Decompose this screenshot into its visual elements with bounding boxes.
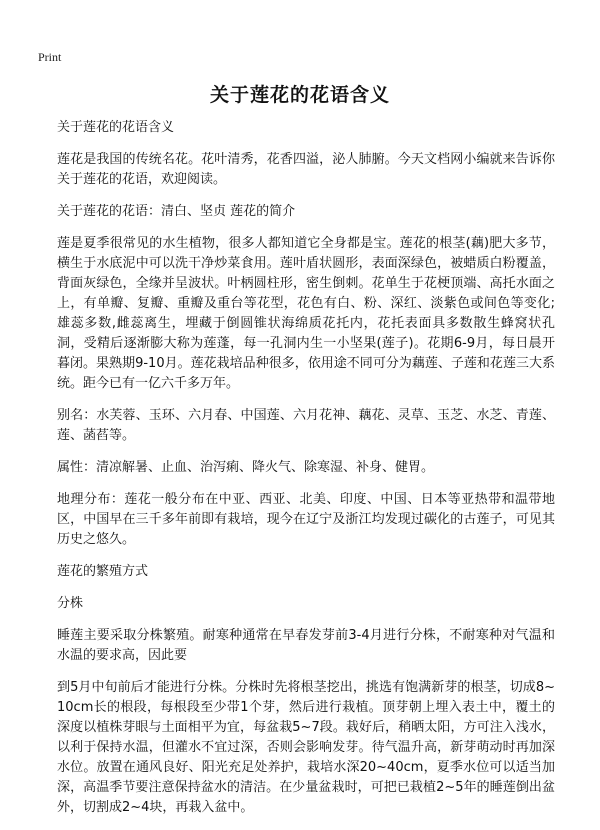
intro-paragraph: 莲花是我国的传统名花。花叶清秀，花香四溢，泌人肺腑。今天文档网小编就来告诉你关于莲花的花语，欢迎阅读。 bbox=[57, 152, 555, 187]
flower-language-heading: 关于莲花的花语：清白、坚贞 莲花的简介 bbox=[57, 204, 296, 219]
aliases-paragraph: 别名：水芙蓉、玉环、六月春、中国莲、六月花神、藕花、灵草、玉芝、水芝、青莲、莲、菡萏等。 bbox=[57, 408, 555, 443]
division-paragraph-1: 睡莲主要采取分株繁殖。耐寒种通常在早春发芽前3-4月进行分株，不耐寒种对气温和水温的要求高，因此要 bbox=[57, 628, 555, 663]
page-title: 关于莲花的花语含义 bbox=[209, 84, 390, 106]
division-paragraph-2: 到5月中旬前后才能进行分株。分株时先将根茎挖出，挑选有饱满新芽的根茎，切成8~10cm长的根段，每根段至少带1个芽，然后进行栽植。顶芽朝上埋入表土中，覆土的深度以植株芽眼与土面相平为宜，每盆栽5~7段。栽好后，稍晒太阳，方可注入浅水，以利于保持水温，但灌水不宜过深，否则会影响发芽。待气温升高，新芽萌动时再加深水位。放置在通风良好、阳光充足处养护，栽培水深20~40cm，夏季水位可以适当加深，高温季节要注意保持盆水的清洁。在少量盆栽时，可把已栽植2~5年的睡莲倒出盆外，切割成2~4块，再栽入盆中。 bbox=[57, 680, 555, 815]
section-heading: 关于莲花的花语含义 bbox=[57, 120, 175, 135]
description-paragraph: 莲是夏季很常见的水生植物，很多人都知道它全身都是宝。莲花的根茎(藕)肥大多节，横生于水底泥中可以洗干净炒菜食用。莲叶盾状圆形，表面深绿色，被蜡质白粉覆盖，背面灰绿色，全缘并呈波状。叶柄圆柱形，密生倒刺。花单生于花梗顶端、高托水面之上，有单瓣、复瓣、重瓣及重台等花型，花色有白、粉、深红、淡紫色或间色等变化;雄蕊多数,雌蕊离生，埋藏于倒圆锥状海绵质花托内，花托表面具多数散生蜂窝状孔洞，受精后逐渐膨大称为莲蓬，每一孔洞内生一小坚果(莲子)。花期6-9月，每日晨开暮闭。果熟期9-10月。莲花栽培品种很多，依用途不同可分为藕莲、子莲和花莲三大系统。距今已有一亿六千多万年。 bbox=[57, 236, 555, 391]
division-heading: 分株 bbox=[57, 596, 84, 611]
propagation-heading: 莲花的繁殖方式 bbox=[57, 564, 149, 579]
distribution-paragraph: 地理分布：莲花一般分布在中亚、西亚、北美、印度、中国、日本等亚热带和温带地区，中国早在三千多年前即有栽培，现今在辽宁及浙江均发现过碳化的古莲子，可见其历史之悠久。 bbox=[57, 492, 555, 547]
properties-paragraph: 属性：清凉解暑、止血、治泻痢、降火气、除寒湿、补身、健胃。 bbox=[57, 460, 435, 475]
article-body bbox=[57, 118, 555, 830]
print-link[interactable]: Print bbox=[38, 50, 62, 64]
